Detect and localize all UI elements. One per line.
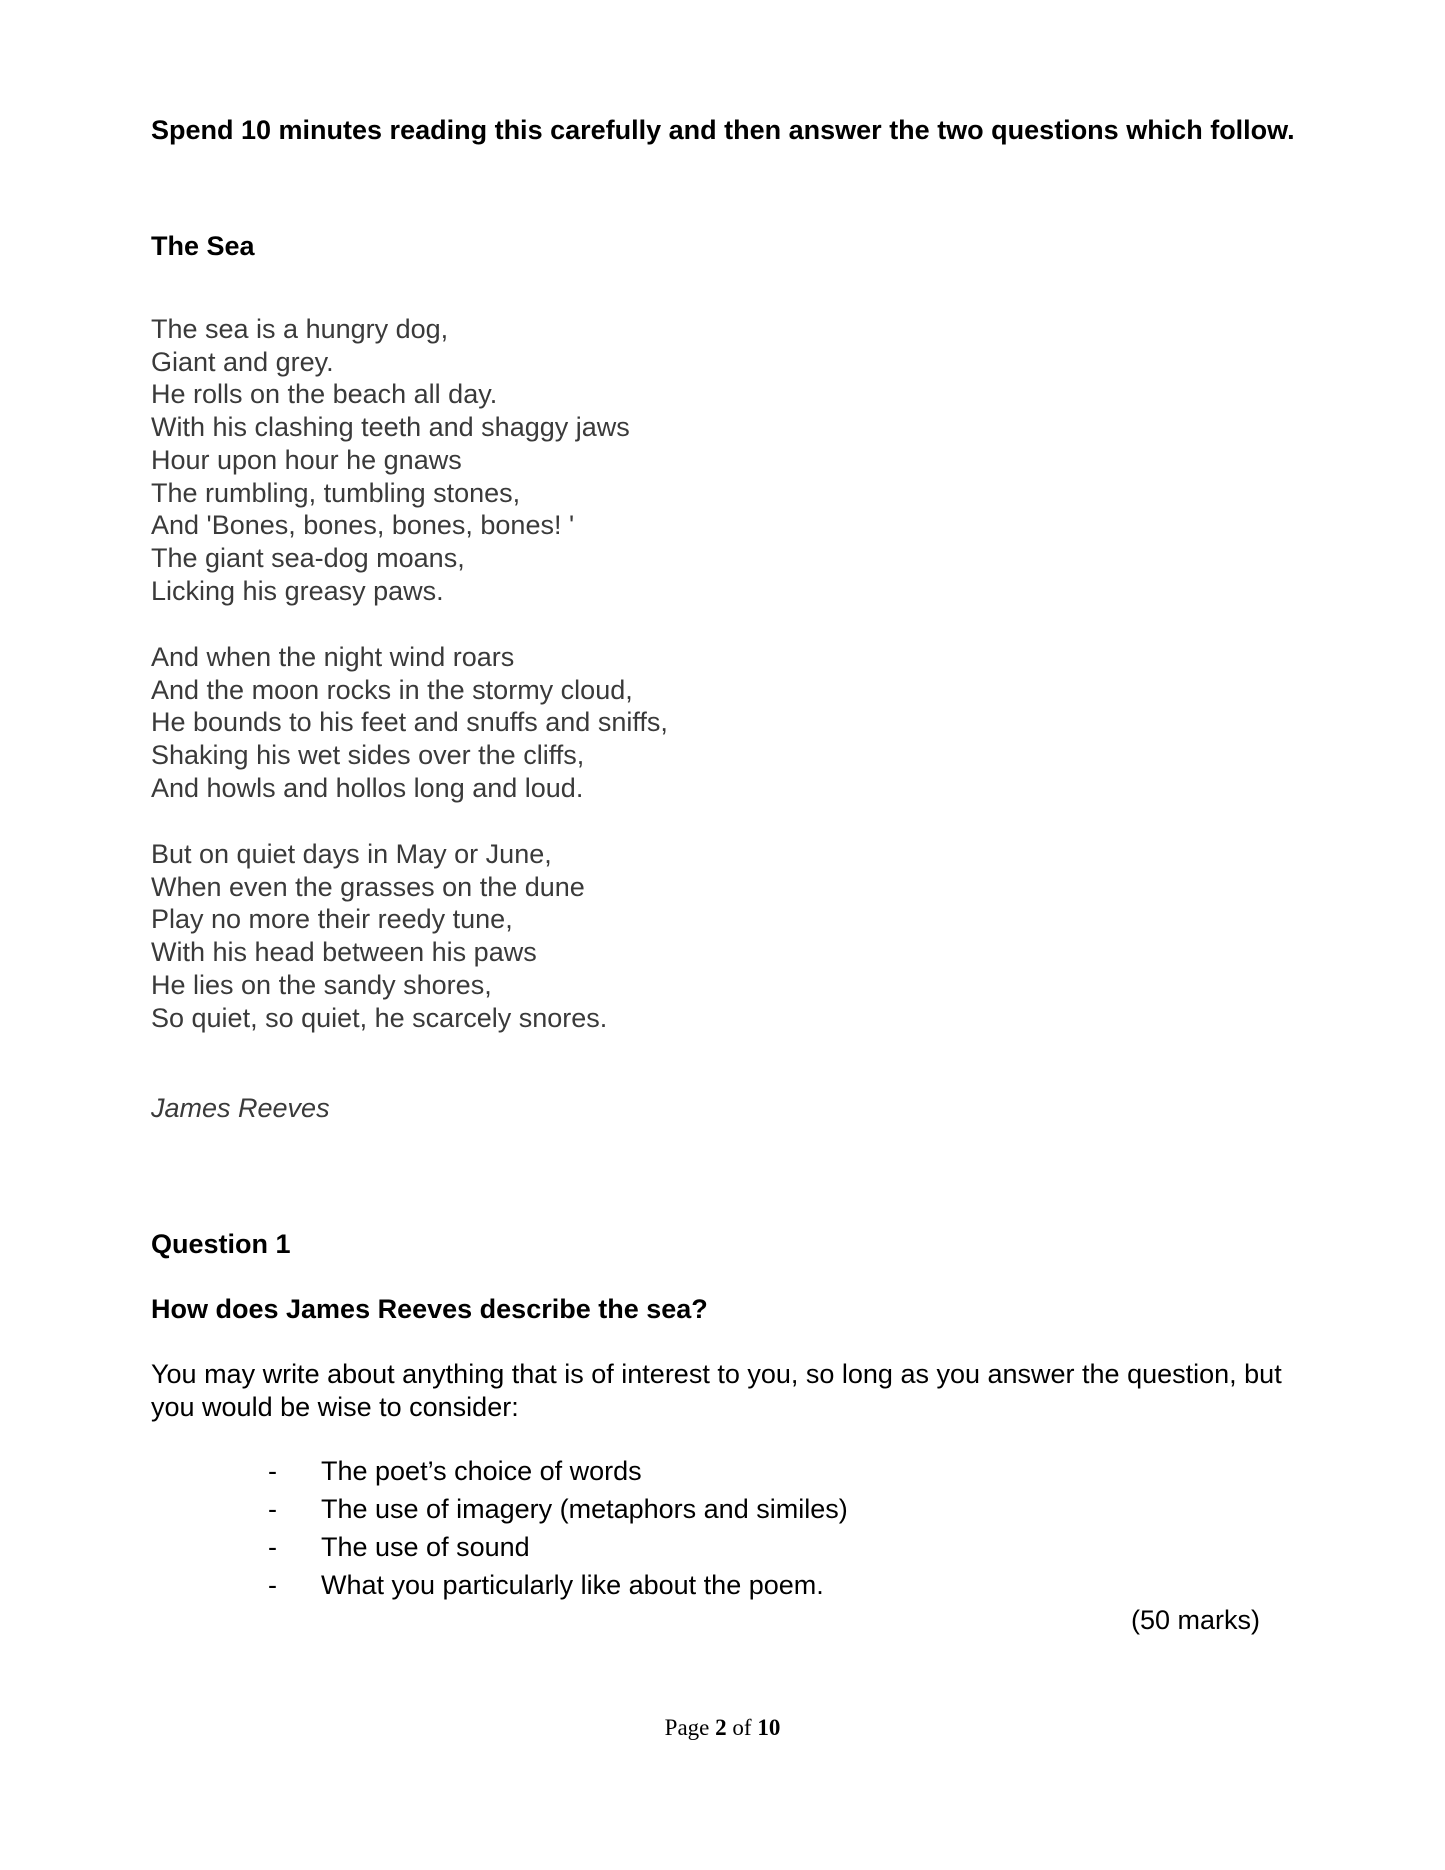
page-footer [0, 1715, 1445, 1741]
poem-title: The Sea [151, 231, 255, 261]
page-number: 2 [715, 1715, 727, 1740]
question-heading: Question 1 [151, 1229, 291, 1259]
of-label: of [732, 1715, 752, 1740]
poem-line: Giant and grey. [151, 346, 334, 377]
poem-line: The giant sea-dog moans, [151, 542, 465, 573]
poem-line: He bounds to his feet and snuffs and sniffs, [151, 707, 668, 738]
poem-line: When even the grasses on the dune [151, 871, 585, 902]
poem-line: Licking his greasy paws. [151, 575, 444, 606]
poem-line: So quiet, so quiet, he scarcely snores. [151, 1002, 608, 1033]
poem-line: Hour upon hour he gnaws [151, 444, 462, 475]
poem-line: But on quiet days in May or June, [151, 839, 552, 869]
poem-line: Shaking his wet sides over the cliffs, [151, 740, 585, 771]
list-item [268, 1456, 642, 1487]
poem-line: The rumbling, tumbling stones, [151, 477, 521, 508]
poem-line: And the moon rocks in the stormy cloud, [151, 674, 633, 705]
poem-line: The sea is a hungry dog, [151, 314, 449, 344]
list-item [268, 1532, 530, 1563]
poem-line: And when the night wind roars [151, 642, 515, 672]
poem-line: He rolls on the beach all day. [151, 379, 498, 410]
list-item-text: What you particularly like about the poem. [321, 1570, 824, 1600]
poem-line: And howls and hollos long and loud. [151, 772, 584, 803]
list-item-text: The use of imagery (metaphors and similes) [321, 1494, 848, 1524]
poem-line: And 'Bones, bones, bones, bones! ' [151, 510, 575, 541]
poem-line: With his clashing teeth and shaggy jaws [151, 412, 630, 443]
total-pages: 10 [757, 1715, 781, 1740]
question-text: How does James Reeves describe the sea? [151, 1294, 708, 1324]
dash-marker: - [268, 1532, 277, 1562]
dash-marker: - [268, 1570, 277, 1600]
poem-line: He lies on the sandy shores, [151, 969, 492, 1000]
list-item-text: The use of sound [321, 1532, 530, 1562]
poem-line: Play no more their reedy tune, [151, 904, 513, 935]
instruction-text: Spend 10 minutes reading this carefully and then answer the two questions which follow. [151, 115, 1295, 145]
page-label: Page [664, 1715, 710, 1740]
marks-label: (50 marks) [1130, 1605, 1260, 1635]
dash-marker: - [268, 1456, 277, 1486]
dash-marker: - [268, 1494, 277, 1524]
list-item [268, 1570, 824, 1601]
poem-line: With his head between his paws [151, 937, 537, 968]
list-item-text: The poet’s choice of words [321, 1456, 642, 1486]
question-guidance: You may write about anything that is of interest to you, so long as you answer the question, but you would be wise to consider: [151, 1359, 1282, 1422]
poem-author: James Reeves [151, 1093, 330, 1123]
list-item [268, 1494, 848, 1525]
